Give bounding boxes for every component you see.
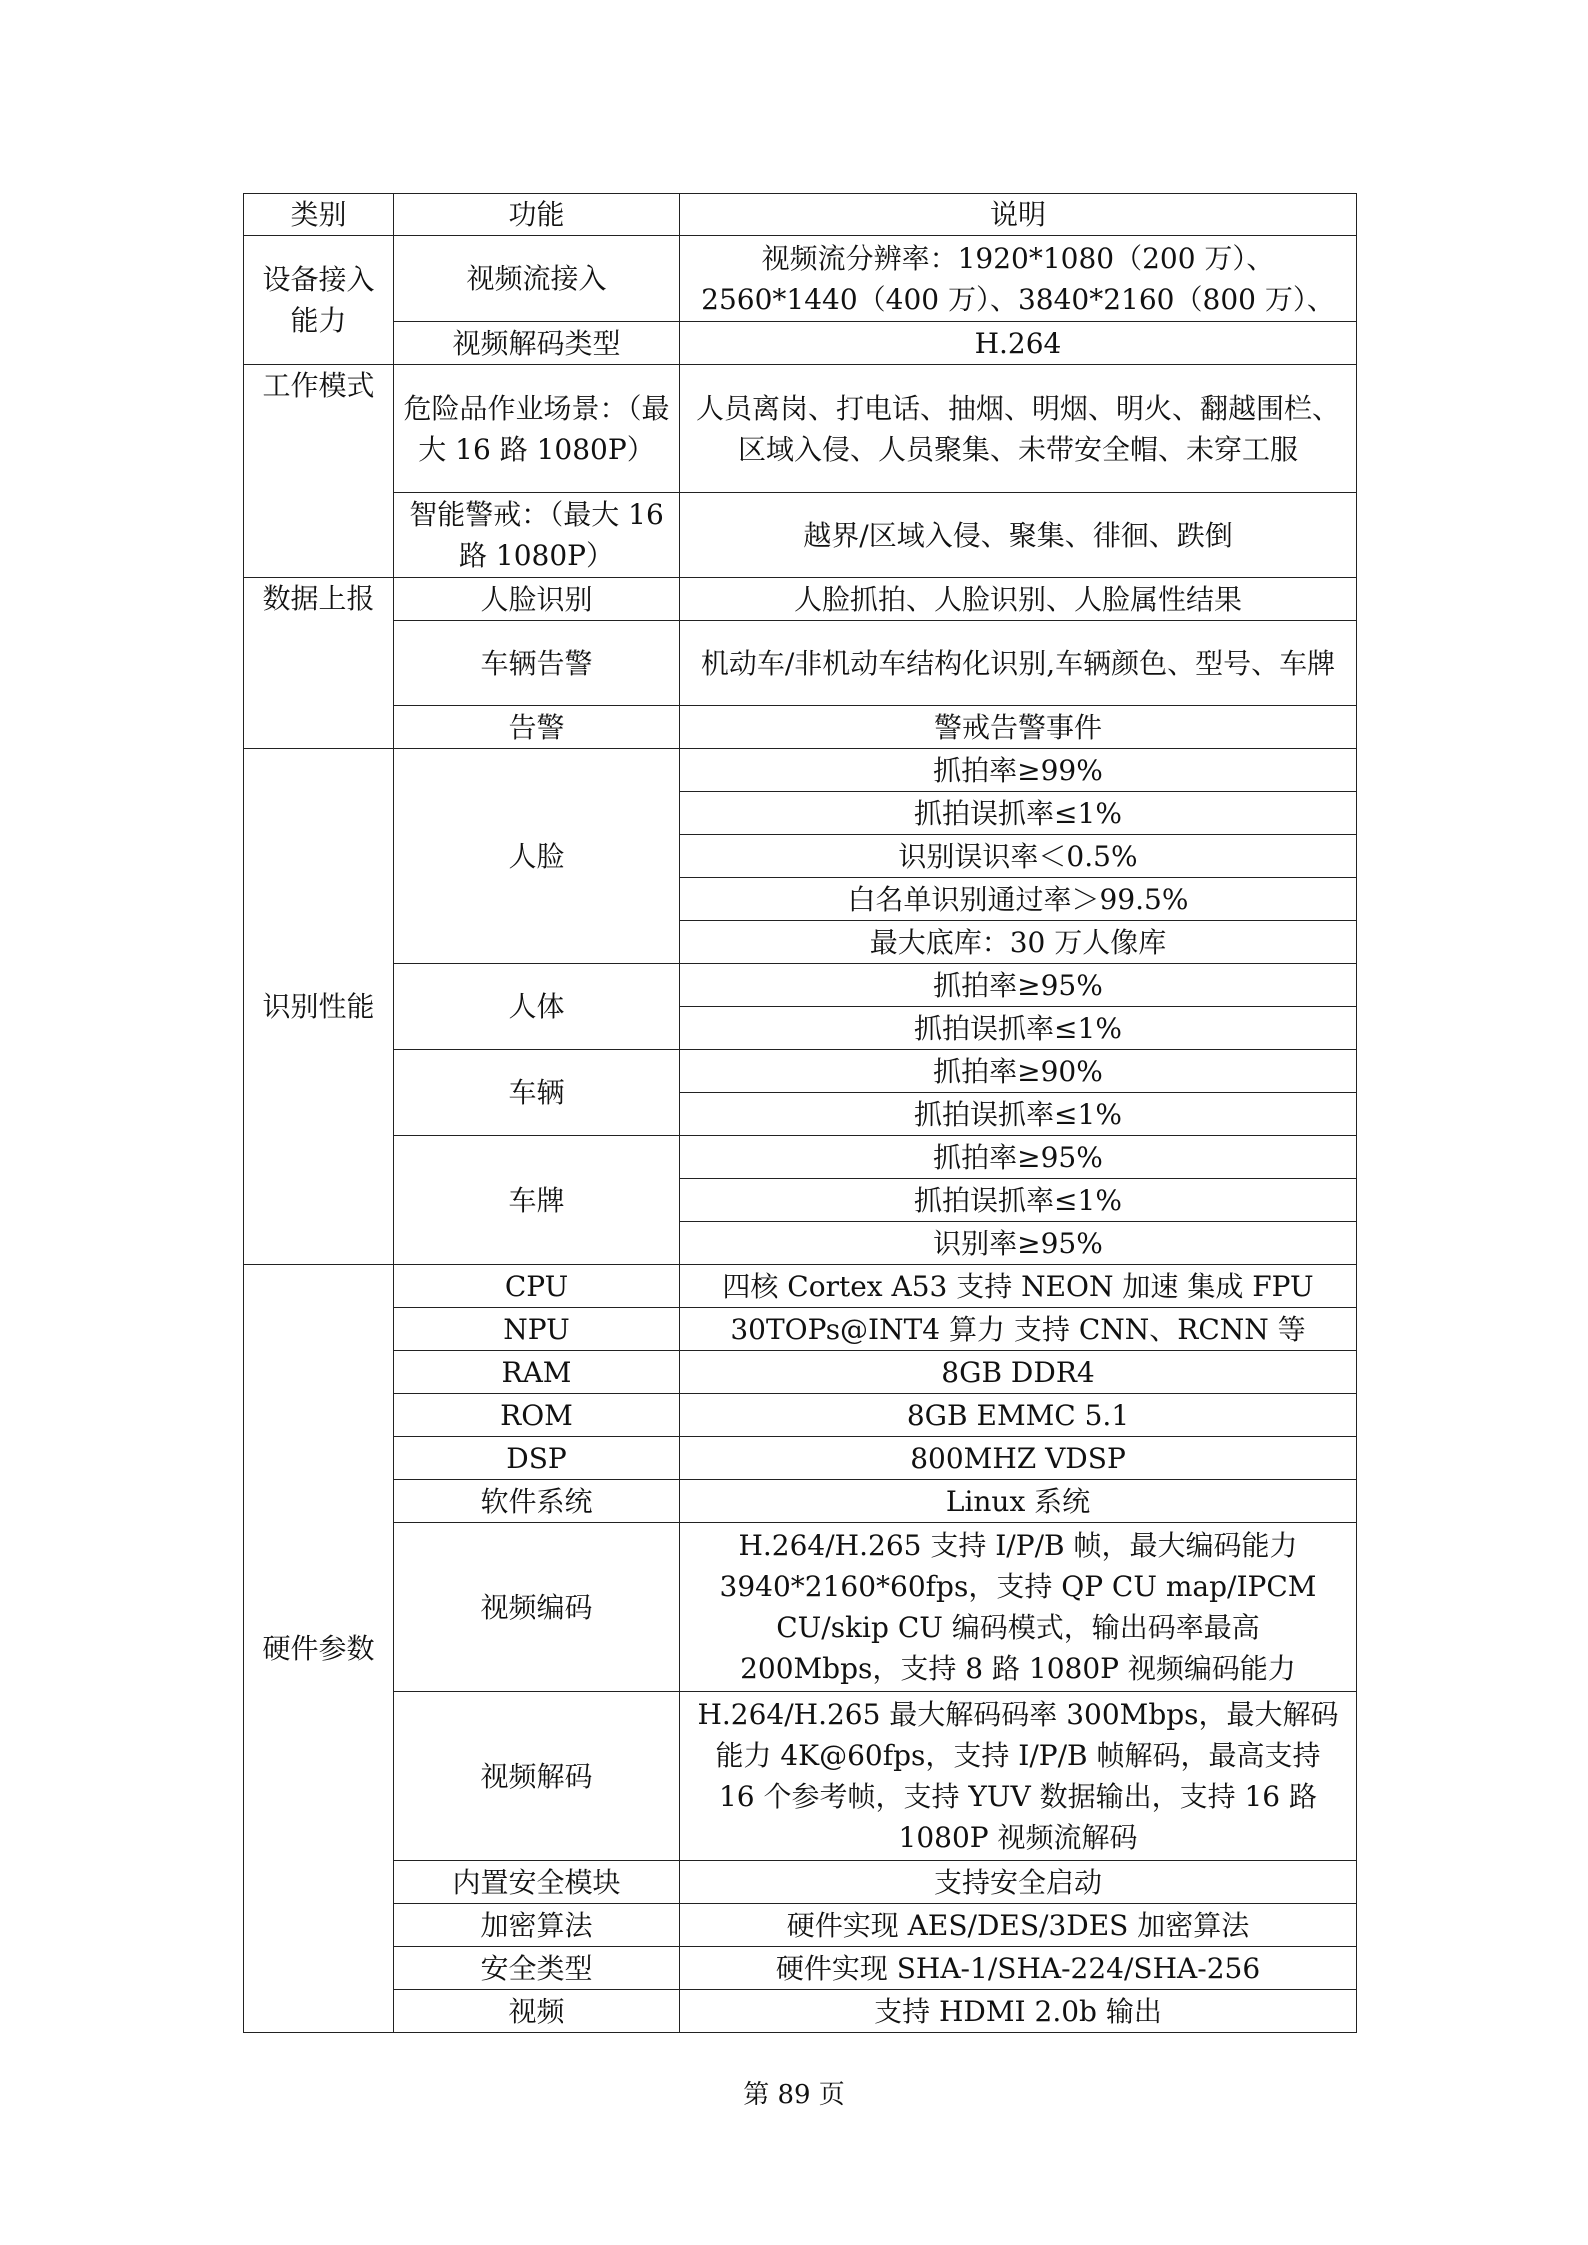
function-cell: 视频编码: [394, 1523, 680, 1692]
function-cell: 软件系统: [394, 1480, 680, 1523]
table-row: [244, 1947, 1357, 1990]
header-category: 类别: [244, 194, 394, 236]
header-function: 功能: [394, 194, 680, 236]
description-cell: 抓拍误抓率≤1%: [680, 1007, 1357, 1050]
table-row: [244, 706, 1357, 749]
function-cell: 视频: [394, 1990, 680, 2033]
description-cell: 抓拍率≥95%: [680, 964, 1357, 1007]
function-cell: 视频解码: [394, 1692, 680, 1861]
description-cell: 视频流分辨率：1920*1080（200 万）、2560*1440（400 万）、3840*2160（800 万）、: [680, 236, 1357, 322]
description-cell: 30TOPs@INT4 算力 支持 CNN、RCNN 等: [680, 1308, 1357, 1351]
table-row: [244, 493, 1357, 578]
table-row: [244, 964, 1357, 1007]
table-row: [244, 1861, 1357, 1904]
table-row: [244, 1904, 1357, 1947]
table-row: [244, 621, 1357, 706]
header-description: 说明: [680, 194, 1357, 236]
category-recognition: 识别性能: [244, 749, 394, 1265]
description-cell: 硬件实现 AES/DES/3DES 加密算法: [680, 1904, 1357, 1947]
function-cell: RAM: [394, 1351, 680, 1394]
function-cell: NPU: [394, 1308, 680, 1351]
table-row: [244, 236, 1357, 322]
function-body: 人体: [394, 964, 680, 1050]
function-cell: 视频流接入: [394, 236, 680, 322]
category-hardware: 硬件参数: [244, 1265, 394, 2033]
table-row: [244, 1265, 1357, 1308]
table-header-row: [244, 194, 1357, 236]
function-plate: 车牌: [394, 1136, 680, 1265]
table-row: [244, 1990, 1357, 2033]
table-row: [244, 1351, 1357, 1394]
description-cell: 硬件实现 SHA-1/SHA-224/SHA-256: [680, 1947, 1357, 1990]
table-row: [244, 1523, 1357, 1692]
description-cell: 抓拍误抓率≤1%: [680, 1179, 1357, 1222]
description-cell: 白名单识别通过率＞99.5%: [680, 878, 1357, 921]
category-data-report: 数据上报: [244, 578, 394, 749]
description-cell: 机动车/非机动车结构化识别,车辆颜色、型号、车牌: [680, 621, 1357, 706]
table-row: [244, 1437, 1357, 1480]
function-cell: CPU: [394, 1265, 680, 1308]
description-cell: 800MHZ VDSP: [680, 1437, 1357, 1480]
table-row: [244, 1050, 1357, 1093]
function-cell: DSP: [394, 1437, 680, 1480]
description-cell: 最大底库：30 万人像库: [680, 921, 1357, 964]
description-cell: 8GB DDR4: [680, 1351, 1357, 1394]
description-cell: 抓拍率≥90%: [680, 1050, 1357, 1093]
function-cell: 人脸识别: [394, 578, 680, 621]
function-cell: 车辆告警: [394, 621, 680, 706]
description-cell: 识别误识率＜0.5%: [680, 835, 1357, 878]
table-row: [244, 578, 1357, 621]
description-cell: H.264/H.265 最大解码码率 300Mbps，最大解码能力 4K@60fps，支持 I/P/B 帧解码，最高支持 16 个参考帧，支持 YUV 数据输出，支持 16 路 1080P 视频流解码: [680, 1692, 1357, 1861]
function-cell: 视频解码类型: [394, 322, 680, 365]
function-face: 人脸: [394, 749, 680, 964]
function-vehicle: 车辆: [394, 1050, 680, 1136]
description-cell: 8GB EMMC 5.1: [680, 1394, 1357, 1437]
category-work-mode: 工作模式: [244, 365, 394, 578]
table-row: [244, 1308, 1357, 1351]
table-row: [244, 322, 1357, 365]
description-cell: 抓拍误抓率≤1%: [680, 792, 1357, 835]
function-cell: 加密算法: [394, 1904, 680, 1947]
function-cell: 危险品作业场景：（最大 16 路 1080P）: [394, 365, 680, 493]
spec-table: [243, 193, 1357, 2033]
description-cell: 支持 HDMI 2.0b 输出: [680, 1990, 1357, 2033]
function-cell: 内置安全模块: [394, 1861, 680, 1904]
description-cell: 四核 Cortex A53 支持 NEON 加速 集成 FPU: [680, 1265, 1357, 1308]
function-cell: 智能警戒：（最大 16 路 1080P）: [394, 493, 680, 578]
description-cell: 人脸抓拍、人脸识别、人脸属性结果: [680, 578, 1357, 621]
description-cell: 抓拍率≥99%: [680, 749, 1357, 792]
table-row: [244, 1394, 1357, 1437]
description-cell: 支持安全启动: [680, 1861, 1357, 1904]
table-row: [244, 1480, 1357, 1523]
table-row: [244, 749, 1357, 792]
description-cell: 抓拍率≥95%: [680, 1136, 1357, 1179]
table-row: [244, 1136, 1357, 1179]
description-cell: 越界/区域入侵、聚集、徘徊、跌倒: [680, 493, 1357, 578]
description-cell: 抓拍误抓率≤1%: [680, 1093, 1357, 1136]
description-cell: 人员离岗、打电话、抽烟、明烟、明火、翻越围栏、区域入侵、人员聚集、未带安全帽、未穿工服: [680, 365, 1357, 493]
description-cell: H.264: [680, 322, 1357, 365]
function-cell: 安全类型: [394, 1947, 680, 1990]
function-cell: ROM: [394, 1394, 680, 1437]
description-cell: 识别率≥95%: [680, 1222, 1357, 1265]
category-device-access: 设备接入能力: [244, 236, 394, 365]
description-cell: H.264/H.265 支持 I/P/B 帧，最大编码能力 3940*2160*60fps，支持 QP CU map/IPCM CU/skip CU 编码模式，输出码率最高 200Mbps，支持 8 路 1080P 视频编码能力: [680, 1523, 1357, 1692]
description-cell: 警戒告警事件: [680, 706, 1357, 749]
page-number: 第 89 页: [743, 2080, 845, 2110]
table-row: [244, 365, 1357, 493]
function-cell: 告警: [394, 706, 680, 749]
description-cell: Linux 系统: [680, 1480, 1357, 1523]
table-row: [244, 1692, 1357, 1861]
